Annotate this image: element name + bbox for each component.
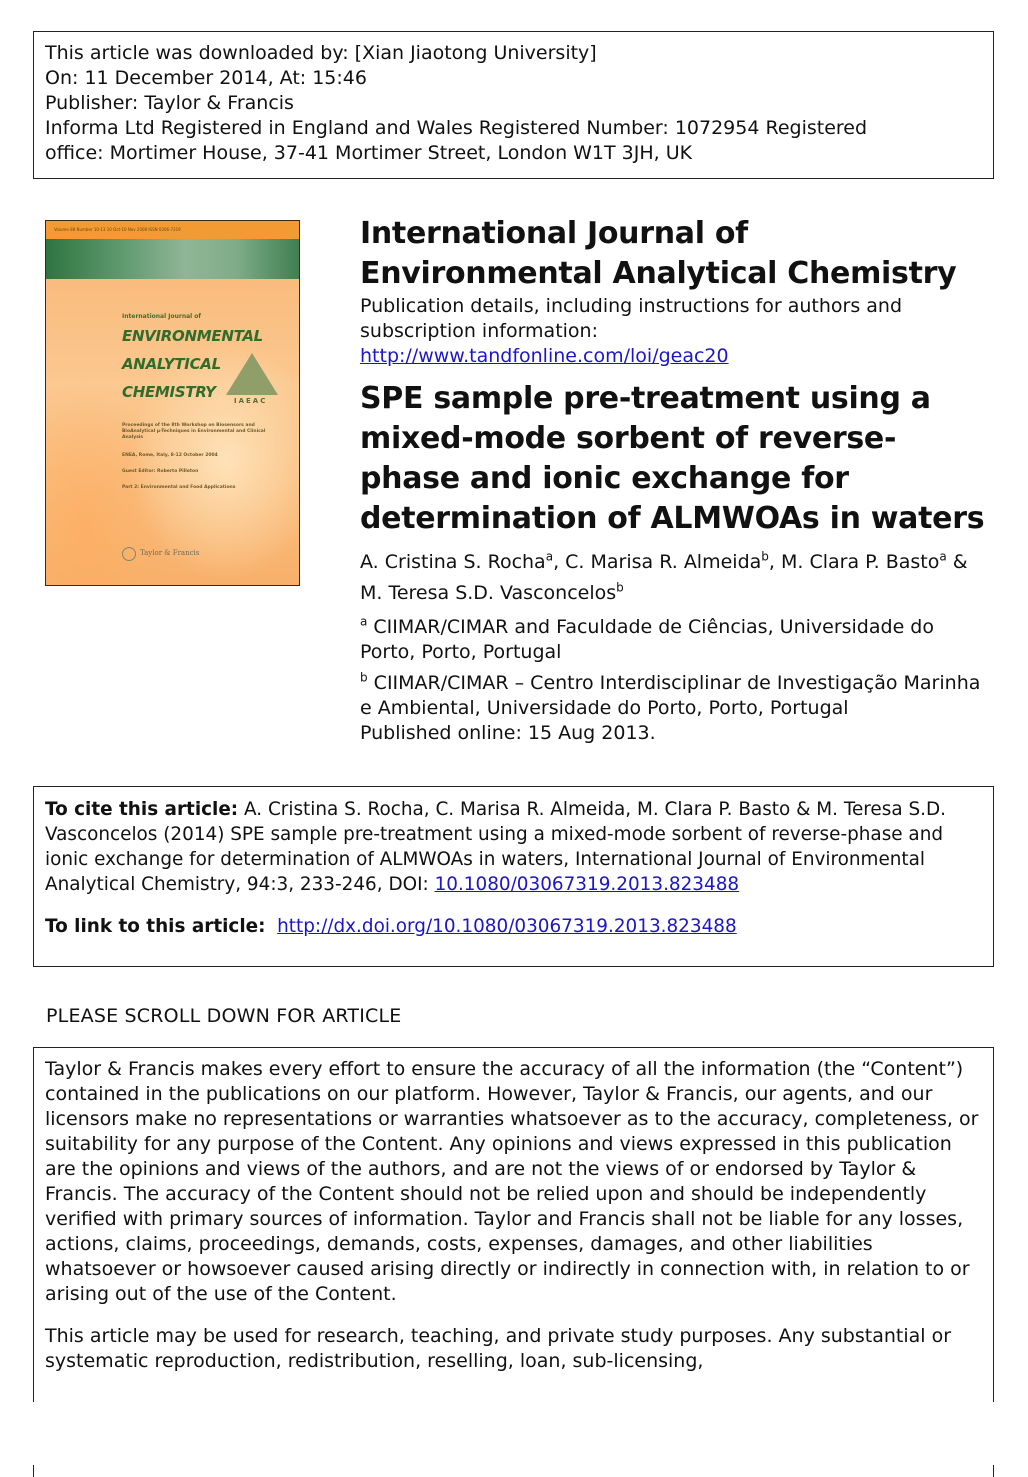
doi-link[interactable]: 10.1080/03067319.2013.823488: [434, 874, 740, 895]
cover-venue: ENEA, Rome, Italy, 8-12 October 2004: [122, 453, 218, 458]
author-name: M. Clara P. Basto: [781, 551, 940, 573]
download-line: office: Mortimer House, 37-41 Mortimer Street, London W1T 3JH, UK: [45, 142, 693, 164]
disclaimer-paragraph: Taylor & Francis makes every effort to ensure the accuracy of all the information (the “Content”) contained in the publications on our platform. However, Taylor & Francis, our agents, and our licensors make no representations or warranties whatsoever as to the accuracy, completeness, or suitability for any purpose of the Content. Any opinions and views expressed in this publication are the opinions and views of the authors, and are not the views of or endorsed by Taylor & Francis. The accuracy of the Content should not be relied upon and should be independently verified with primary sources of information. Taylor and Francis shall not be liable for any losses, actions, claims, proceedings, demands, costs, expenses, damages, and other liabilities whatsoever or howsoever caused arising directly or indirectly in connection with, in relation to or arising out of the use of the Content.: [45, 1058, 979, 1305]
cover-title-line: ANALYTICAL: [122, 355, 221, 373]
affiliation-text: CIIMAR/CIMAR and Faculdade de Ciências, Universidade do Porto, Porto, Portugal: [360, 616, 934, 663]
cover-title-line: ENVIRONMENTAL: [122, 327, 263, 345]
iaeac-logo-icon: [226, 353, 278, 395]
journal-title: International Journal of Environmental Analytical Chemistry: [360, 216, 957, 291]
author-affiliation-mark: b: [761, 549, 769, 564]
cite-paragraph: [45, 797, 982, 897]
cover-top-bar: Volume 88 Number 10-13 10 Oct-10 Nov 2008 ISSN 0306-7319: [46, 221, 299, 239]
author-list: [360, 547, 990, 609]
publication-details: Publication details, including instructions for authors and subscription information:: [360, 295, 903, 342]
author-affiliation-mark: a: [545, 549, 554, 564]
cover-part: Part 2: Environmental and Food Applications: [122, 485, 236, 490]
journal-url-link[interactable]: http://www.tandfonline.com/loi/geac20: [360, 345, 729, 367]
journal-cover-image: [45, 220, 300, 586]
scroll-down-notice: PLEASE SCROLL DOWN FOR ARTICLE: [46, 1005, 402, 1027]
affiliation-mark: a: [360, 614, 368, 629]
article-link-line: [45, 914, 982, 939]
article-title: SPE sample pre-treatment using a mixed-mode sorbent of reverse-phase and ionic exchange for determination of ALMWOAs in waters: [360, 381, 985, 536]
cover-proceedings: Proceedings of the 8th Workshop on Biosensors and BioAnalytical µ-Techniques in Environmental and Clinical Analysis: [122, 423, 266, 440]
article-header: [360, 214, 990, 746]
citation-box: [33, 786, 994, 967]
disclaimer-paragraph: This article may be used for research, teaching, and private study purposes. Any substantial or systematic reproduction, redistribution, reselling, loan, sub-licensing,: [45, 1325, 952, 1372]
download-line: On: 11 December 2014, At: 15:46: [45, 67, 367, 89]
cite-label: To cite this article:: [45, 799, 239, 820]
download-line: Informa Ltd Registered in England and Wales Registered Number: 1072954 Registered: [45, 117, 868, 139]
download-line: This article was downloaded by: [Xian Jiaotong University]: [45, 42, 597, 64]
author-separator: ,: [553, 551, 566, 573]
link-label: To link to this article:: [45, 916, 266, 937]
author-affiliation-mark: b: [616, 580, 624, 595]
affiliation-text: CIIMAR/CIMAR – Centro Interdisciplinar de Investigação Marinha e Ambiental, Universidade do Porto, Porto, Portugal: [360, 672, 981, 719]
cover-editor: Guest Editor: Roberto Pilloton: [122, 469, 199, 474]
cite-text: A. Cristina S. Rocha, C. Marisa R. Almeida, M. Clara P. Basto & M. Teresa S.D. Vasconcelos (2014) SPE sample pre-treatment using a mixed-mode sorbent of reverse-phase and ionic exchange for determination of ALMWOAs in waters, International Journal of Environmental Analytical Chemistry, 94:3, 233-246, DOI:: [45, 799, 946, 895]
affiliation-a: [360, 615, 990, 665]
cover-logo-label: IAEAC: [234, 397, 268, 405]
author-name: C. Marisa R. Almeida: [565, 551, 762, 573]
author-name: M. Teresa S.D. Vasconcelos: [360, 582, 617, 604]
author-affiliation-mark: a: [939, 549, 947, 564]
affiliation-mark: b: [360, 670, 368, 685]
cover-green-band: [46, 239, 299, 279]
taylor-francis-logo-icon: [122, 547, 136, 561]
page-cutoff: [0, 1402, 1028, 1465]
cover-title-line: CHEMISTRY: [122, 383, 216, 401]
author-name: A. Cristina S. Rocha: [360, 551, 546, 573]
affiliation-b: [360, 671, 990, 721]
download-line: Publisher: Taylor & Francis: [45, 92, 294, 114]
download-notice-box: [33, 31, 994, 179]
published-online-date: Published online: 15 Aug 2013.: [360, 722, 656, 744]
author-separator: &: [946, 551, 968, 573]
cover-publisher: Taylor & Francis: [140, 549, 200, 557]
author-separator: ,: [768, 551, 781, 573]
cover-small-title: International Journal of: [122, 313, 202, 320]
article-url-link[interactable]: http://dx.doi.org/10.1080/03067319.2013.823488: [277, 916, 737, 937]
